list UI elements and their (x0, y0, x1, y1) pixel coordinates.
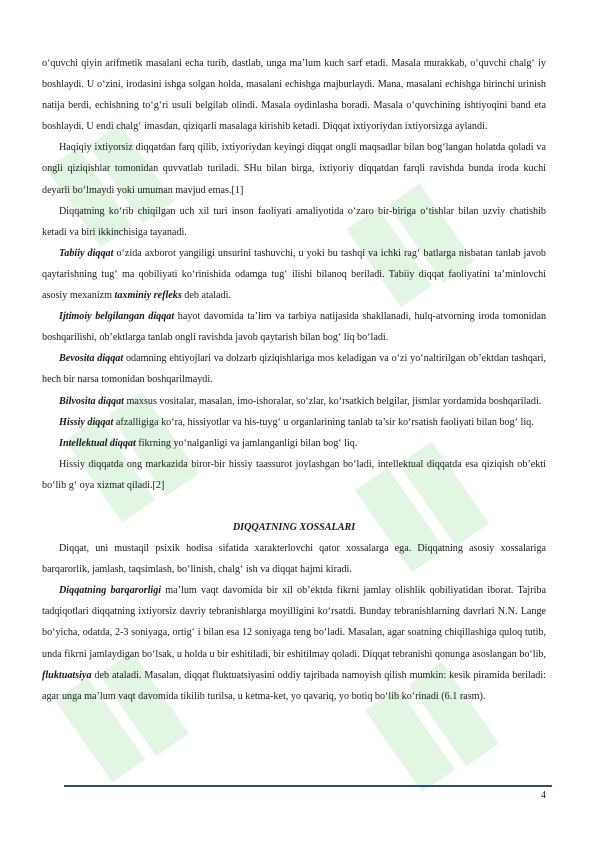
paragraph-text: afzalligiga ko‘ra, hissiyotlar va his-tuyg‘ u organlarining tanlab ta’sir ko‘rsatish faoliyati bilan bog‘ liq. (113, 416, 534, 428)
paragraph-text: fikrning yo‘nalganligi va jamlanganligi bilan bog‘ liq. (135, 437, 358, 449)
paragraph (42, 454, 546, 496)
paragraph (42, 137, 546, 200)
term-emphasis: Intellektual diqqat (59, 437, 136, 449)
paragraph (42, 412, 546, 433)
paragraph (42, 53, 546, 137)
paragraph-text: maxsus vositalar, masalan, imo-ishoralar, so‘zlar, ko‘rsatkich belgilar, jismlar yordamida boshqariladi. (123, 395, 542, 407)
paragraph-text: o‘quvchi qiyin arifmetik masalani echa turib, dastlab, unga ma’lum kuch sarf etadi. Masala murakkab, o‘quvchi chalg‘ iy boshlaydi. U o‘zini, irodasini ishga solgan holda, masalani echishga majburlaydi. Mana, masalani echishga birinchi urinish natija berdi, echishning to‘g‘ri usuli belgilab olindi. Masala oydinlasha boradi. Masala o‘quvchining ishtiyoqini band eta boshlaydi. U endi chalg‘ imasdan, qiziqarli masalaga kirishib ketadi. Diqqat ixtiyoriydan ixtiyorsizga aylandi. (42, 58, 546, 133)
page-number: 4 (541, 790, 546, 801)
paragraph (42, 433, 546, 454)
paragraph-text: Haqiqiy ixtiyorsiz diqqatdan farq qilib, ixtiyoriydan keyingi diqqat ongli maqsadlar bilan bog‘langan holatda qoladi va ongli qiziqishlar tomonidan quvvatlab turiladi. SHu bilan birga, ixtiyoriy diqqatdan farqli ravishda bunda iroda kuchi deyarli bo‘lmaydi yoki umuman mavjud emas.[1] (42, 142, 546, 196)
paragraph (42, 243, 546, 306)
paragraph-text: Diqqatning ko‘rib chiqilgan uch xil turi inson faoliyati amaliyotida o‘zaro bir-biriga o‘tishlar bilan uzviy chatishib ketadi va biri ikkinchisiga tayanadi. (42, 205, 546, 238)
term-emphasis: Ijtimoiy belgilangan diqqat (59, 311, 175, 323)
paragraph (42, 580, 546, 707)
paragraph (42, 201, 546, 243)
document-body (42, 53, 546, 707)
paragraph-text: ma’lum vaqt davomida bir xil ob’ektda fikrni jamlay olishlik qobiliyatidan iborat. Tajriba tadqiqotlari diqqatning ixtiyorsiz davriy tebranishlarga moyilligini ko‘rsatdi. Bunday tebranishlarning davrlari N.N. Lange bo‘yicha, odatda, 2-3 soniyaga, ortig‘ i bilan esa 12 soniyaga teng bo‘ladi. Masalan, agar soatning chiqillashiga quloq tutib, unda fikrni jamlaydigan bo‘lsak, u holda u bir eshitiladi, bir eshitilmay qoladi. Diqqat tebranishi qonunga asoslangan bo‘lib, (42, 585, 546, 660)
paragraph-text: deb ataladi. (181, 290, 231, 302)
term-emphasis: Hissiy diqqat (59, 416, 114, 428)
paragraph-text: odamning ehtiyojlari va dolzarb qiziqishlariga mos keladigan va o‘zi yo‘naltirilgan ob’ektdan tashqari, hech bir narsa tomonidan boshqarilmaydi. (42, 353, 547, 386)
paragraph (42, 391, 546, 412)
term-emphasis: fluktuatsiya (42, 669, 92, 681)
term-emphasis: Bilvosita diqqat (59, 395, 124, 407)
paragraph (42, 538, 546, 580)
section-heading (42, 517, 546, 538)
term-emphasis: Diqqatning barqarorligi (59, 585, 162, 597)
paragraph-text: Hissiy diqqatda ong markazida biror-bir hissiy taassurot joylashgan bo‘ladi, intellektual diqqatda esa qiziqish ob’ekti bo‘lib g‘ oya xizmat qiladi.[2] (42, 458, 546, 491)
footer-rule (64, 785, 552, 787)
paragraph-text: o‘zida axborot yangiligi unsurini tashuvchi, u yoki bu tashqi va ichki rag‘ batlarga nisbatan tanlab javob qaytarishning tug‘ ma qobiliyati ko‘rinishida odamga tug‘ ilishi bilanoq beriladi. Tabiiy diqqat faoliyatini ta’minlovchi asosiy mexanizm (42, 247, 546, 302)
term-emphasis: Bevosita diqqat (59, 353, 124, 365)
paragraph (42, 306, 546, 348)
paragraph-text: deb ataladi. Masalan, diqqat fluktuatsiyasini oddiy tajribada namoyish qilish mumkin: kesik piramida beriladi: agar unga ma’lum vaqt davomida tikilib turilsa, u ketma-ket, yo qavariq, yo botiq bo‘lib ko‘rinadi (6.1 rasm). (42, 669, 546, 702)
paragraph-text: Diqqat, uni mustaqil psixik hodisa sifatida xarakterlovchi qator xossalarga ega. Diqqatning asosiy xossalariga barqarorlik, jamlash, taqsimlash, bo‘linish, chalg‘ ish va diqqat hajmi kiradi. (42, 543, 546, 576)
paragraph (42, 348, 546, 390)
paragraph-text: hayot davomida ta’lim va tarbiya natijasida shakllanadi, hulq-atvorning iroda tomonidan boshqarilishi, ob’ektlarga tanlab ongli ravishda javob qaytarish bilan bog‘ liq bo‘ladi. (42, 311, 547, 344)
heading-text: DIQQATNING XOSSALARI (232, 521, 356, 533)
term-emphasis: taxminiy refleks (114, 290, 182, 302)
term-emphasis: Tabiiy diqqat (59, 247, 114, 259)
